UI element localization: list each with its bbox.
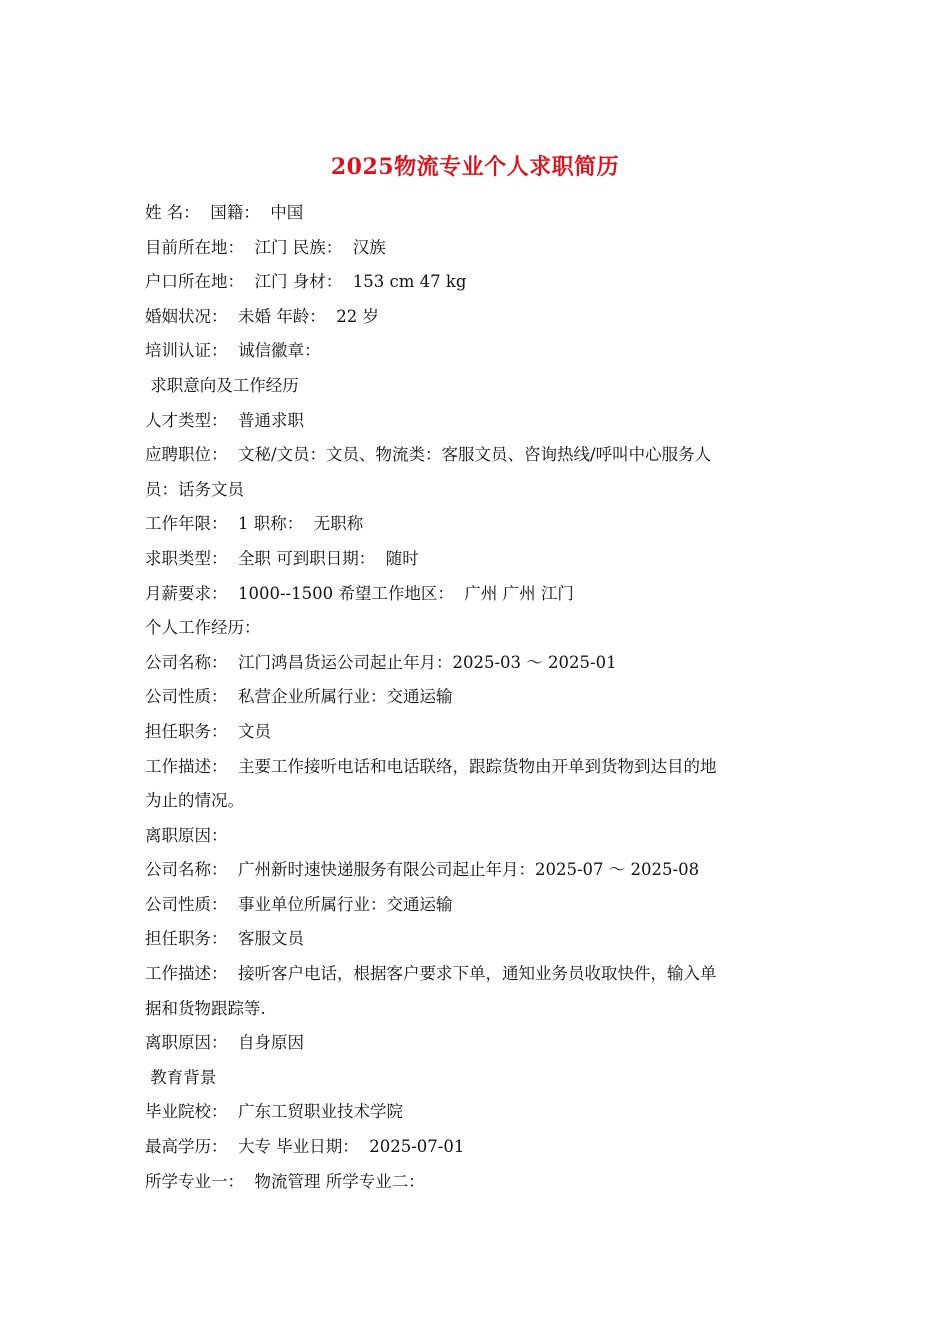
- line-company-1-description-cont: 为止的情况。: [145, 791, 244, 811]
- line-company-1-role: 担任职务： 文员: [145, 721, 271, 741]
- line-company-2-leave-reason: 离职原因： 自身原因: [145, 1033, 304, 1053]
- line-name-nationality: 姓 名： 国籍： 中国: [145, 203, 304, 222]
- line-hukou-stature: 户口所在地： 江门 身材： 153 cm 47 kg: [145, 272, 467, 292]
- line-company-2-description: 工作描述： 接听客户电话，根据客户要求下单，通知业务员收取快件，输入单: [145, 964, 717, 984]
- line-school: 毕业院校： 广东工贸职业技术学院: [145, 1102, 403, 1122]
- line-company-2-nature: 公司性质： 事业单位所属行业：交通运输: [145, 894, 453, 914]
- document-title: 2025物流专业个人求职简历: [330, 154, 620, 180]
- line-location-ethnicity: 目前所在地： 江门 民族： 汉族: [145, 237, 386, 257]
- line-company-1-leave-reason: 离职原因：: [145, 825, 228, 845]
- line-training-certification: 培训认证： 诚信徽章：: [145, 341, 321, 361]
- line-company-2-name: 公司名称： 广州新时速快递服务有限公司起止年月：2025-07 ～ 2025-08: [145, 860, 700, 880]
- line-company-1-nature: 公司性质： 私营企业所属行业：交通运输: [145, 687, 453, 707]
- section-heading-job-intention: 求职意向及工作经历: [145, 375, 299, 395]
- resume-body: [145, 196, 815, 1199]
- line-company-1-description: 工作描述： 主要工作接听电话和电话联络，跟踪货物由开单到货物到达目的地: [145, 756, 717, 776]
- line-company-1-name: 公司名称： 江门鸿昌货运公司起止年月：2025-03 ～ 2025-01: [145, 652, 617, 672]
- section-heading-education: 教育背景: [145, 1067, 217, 1087]
- line-company-2-role: 担任职务： 客服文员: [145, 929, 304, 949]
- line-company-2-description-cont: 据和货物跟踪等.: [145, 998, 266, 1018]
- line-marital-age: 婚姻状况： 未婚 年龄： 22 岁: [145, 306, 379, 326]
- line-applied-position-cont: 员：话务文员: [145, 479, 244, 499]
- section-heading-work-history: 个人工作经历：: [145, 618, 261, 638]
- line-degree-graduation: 最高学历： 大专 毕业日期： 2025-07-01: [145, 1137, 465, 1157]
- line-applied-position: 应聘职位： 文秘/文员：文员、物流类：客服文员、咨询热线/呼叫中心服务人: [145, 445, 712, 465]
- line-majors: 所学专业一： 物流管理 所学专业二：: [145, 1171, 425, 1191]
- line-job-type-start-date: 求职类型： 全职 可到职日期： 随时: [145, 548, 419, 568]
- line-talent-type: 人才类型： 普通求职: [145, 410, 304, 430]
- line-salary-area: 月薪要求： 1000--1500 希望工作地区： 广州 广州 江门: [145, 583, 574, 603]
- line-work-years-title: 工作年限： 1 职称： 无职称: [145, 514, 364, 534]
